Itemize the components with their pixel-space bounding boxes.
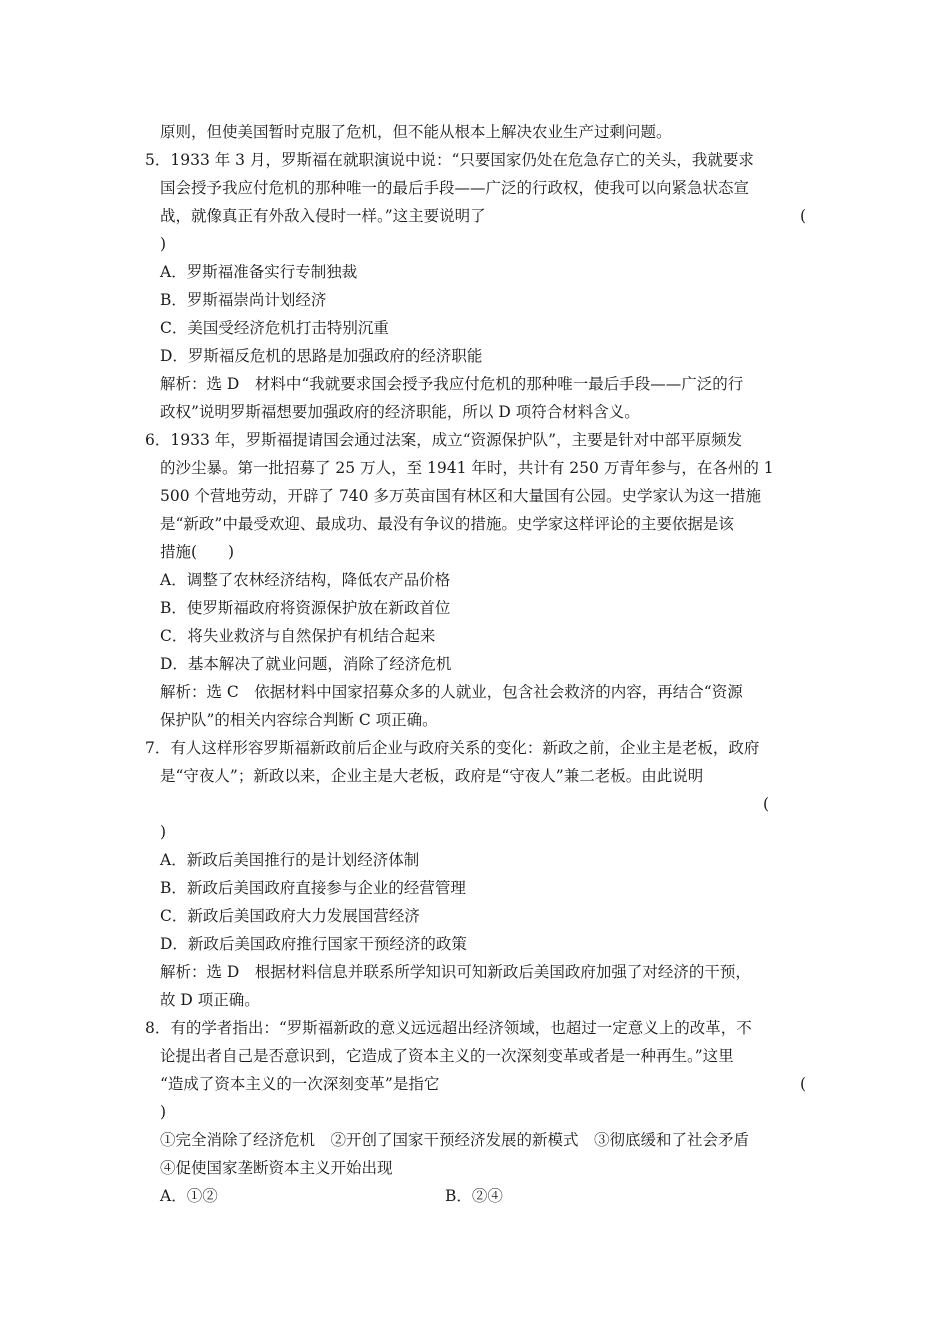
question-5-stem-line-1: 5．1933 年 3 月，罗斯福在就职演说中说：“只要国家仍处在危急存亡的关头，我就要求 — [145, 151, 754, 169]
question-6-analysis-line-1: 解析：选 C 依据材料中国家招募众多的人就业，包含社会救济的内容，再结合“资源 — [160, 683, 743, 701]
question-8-stem-line-3: “造成了资本主义的一次深刻变革”是指它 — [160, 1075, 440, 1093]
question-6-stem-line-2: 的沙尘暴。第一批招募了 25 万人，至 1941 年时，共计有 250 万青年参与，在各州的 1 — [160, 459, 774, 477]
question-5-analysis-line-2: 政权”说明罗斯福想要加强政府的经济职能，所以 D 项符合材料含义。 — [160, 403, 640, 421]
question-8-stem-line-1: 8．有的学者指出：“罗斯福新政的意义远远超出经济领域，也超过一定意义上的改革，不 — [145, 1019, 752, 1037]
question-6-option-c: C．将失业救济与自然保护有机结合起来 — [160, 627, 436, 645]
question-5-option-c: C．美国受经济危机打击特别沉重 — [160, 319, 389, 337]
answer-paren-open: ( — [800, 207, 807, 225]
question-5-stem-line-2: 国会授予我应付危机的那种唯一的最后手段——广泛的行政权，使我可以向紧急状态宣 — [160, 179, 750, 197]
question-8-option-b: B．②④ — [445, 1187, 503, 1205]
question-6-stem-line-3: 500 个营地劳动，开辟了 740 多万英亩国有林区和大量国有公园。史学家认为这一措施 — [160, 487, 761, 505]
question-6-option-d: D．基本解决了就业问题，消除了经济危机 — [160, 655, 452, 673]
question-5-analysis-line-1: 解析：选 D 材料中“我就要求国会授予我应付危机的那种唯一最后手段——广泛的行 — [160, 375, 744, 393]
question-8-option-a: A．①② — [160, 1187, 218, 1205]
question-7-option-c: C．新政后美国政府大力发展国营经济 — [160, 907, 420, 925]
question-5-option-b: B．罗斯福崇尚计划经济 — [160, 291, 327, 309]
question-5-option-d: D．罗斯福反危机的思路是加强政府的经济职能 — [160, 347, 483, 365]
answer-paren-close: ) — [160, 823, 167, 841]
question-8-statements-line-1: ①完全消除了经济危机 ②开创了国家干预经济发展的新模式 ③彻底缓和了社会矛盾 — [160, 1131, 750, 1149]
question-7-stem-line-1: 7．有人这样形容罗斯福新政前后企业与政府关系的变化：新政之前，企业主是老板，政府 — [145, 739, 760, 757]
question-7-option-d: D．新政后美国政府推行国家干预经济的政策 — [160, 935, 467, 953]
answer-continuation-line: 原则，但使美国暂时克服了危机，但不能从根本上解决农业生产过剩问题。 — [160, 123, 672, 141]
question-7-option-a: A．新政后美国推行的是计划经济体制 — [160, 851, 420, 869]
answer-paren-open: ( — [763, 795, 770, 813]
question-6-option-a: A．调整了农林经济结构，降低农产品价格 — [160, 571, 451, 589]
answer-paren-close: ) — [160, 235, 167, 253]
question-6-option-b: B．使罗斯福政府将资源保护放在新政首位 — [160, 599, 451, 617]
question-6-stem-line-1: 6．1933 年，罗斯福提请国会通过法案，成立“资源保护队”，主要是针对中部平原频发 — [145, 431, 743, 449]
question-8-stem-line-2: 论提出者自己是否意识到，它造成了资本主义的一次深刻变革或者是一种再生。”这里 — [160, 1047, 734, 1065]
question-7-stem-line-2: 是“守夜人”；新政以来，企业主是大老板，政府是“守夜人”兼二老板。由此说明 — [160, 767, 704, 785]
question-8-statements-line-2: ④促使国家垄断资本主义开始出现 — [160, 1159, 393, 1177]
question-7-analysis-line-2: 故 D 项正确。 — [160, 991, 260, 1009]
question-6-analysis-line-2: 保护队”的相关内容综合判断 C 项正确。 — [160, 711, 438, 729]
question-5-stem-line-3: 战，就像真正有外敌入侵时一样。”这主要说明了 — [160, 207, 486, 225]
question-6-stem-line-4: 是“新政”中最受欢迎、最成功、最没有争议的措施。史学家这样评论的主要依据是该 — [160, 515, 734, 533]
question-5-option-a: A．罗斯福准备实行专制独裁 — [160, 263, 358, 281]
question-7-analysis-line-1: 解析：选 D 根据材料信息并联系所学知识可知新政后美国政府加强了对经济的干预， — [160, 963, 751, 981]
answer-paren-open: ( — [800, 1075, 807, 1093]
question-7-option-b: B．新政后美国政府直接参与企业的经营管理 — [160, 879, 466, 897]
question-6-stem-line-5: 措施( ) — [160, 543, 235, 561]
answer-paren-close: ) — [160, 1103, 167, 1121]
